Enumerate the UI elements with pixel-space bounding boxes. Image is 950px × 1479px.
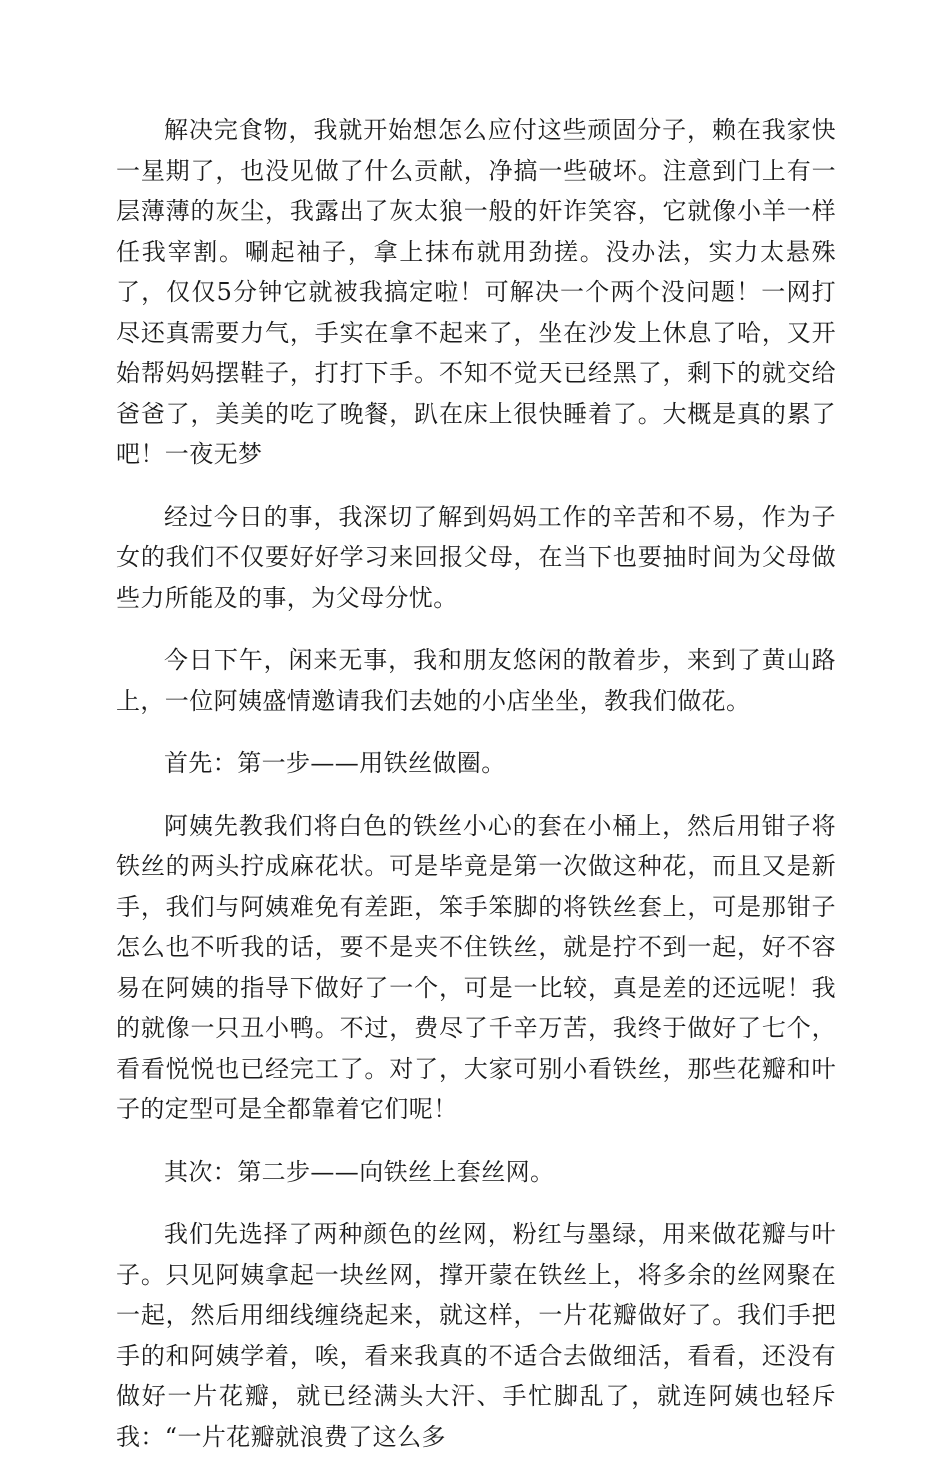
paragraph-step-one-heading: 首先：第一步——用铁丝做圈。 <box>164 749 506 777</box>
paragraph-step-two-heading: 其次：第二步——向铁丝上套丝网。 <box>164 1157 555 1186</box>
document-page <box>116 110 836 1479</box>
paragraph-afternoon-walk: 今日下午，闲来无事，我和朋友悠闲的散着步，来到了黄山路上，一位阿姨盛情邀请我们去她的小店坐坐，教我们做花。 <box>116 646 836 715</box>
paragraph-step-two-body: 我们先选择了两种颜色的丝网，粉红与墨绿，用来做花瓣与叶子。只见阿姨拿起一块丝网，撑开蒙在铁丝上，将多余的丝网聚在一起，然后用细线缠绕起来，就这样，一片花瓣做好了。我们手把手的和阿姨学着，唉，看来我真的不适合去做细活，看看，还没有做好一片花瓣，就已经满头大汗、手忙脚乱了，就连阿姨也轻斥我：“一片花瓣就浪费了这么多 <box>116 1220 836 1451</box>
paragraph-reflection: 经过今日的事，我深切了解到妈妈工作的辛苦和不易，作为子女的我们不仅要好好学习来回报父母，在当下也要抽时间为父母做些力所能及的事，为父母分忧。 <box>116 502 836 612</box>
paragraph-step-one-body: 阿姨先教我们将白色的铁丝小心的套在小桶上，然后用钳子将铁丝的两头拧成麻花状。可是毕竟是第一次做这种花，而且又是新手，我们与阿姨难免有差距，笨手笨脚的将铁丝套上，可是那钳子怎么也不听我的话，要不是夹不住铁丝，就是拧不到一起，好不容易在阿姨的指导下做好了一个，可是一比较，真是差的还远呢！我的就像一只丑小鸭。不过，费尽了千辛万苦，我终于做好了七个，看看悦悦也已经完工了。对了，大家可别小看铁丝，那些花瓣和叶子的定型可是全都靠着它们呢！ <box>116 811 836 1123</box>
paragraph-cleaning-story: 解决完食物，我就开始想怎么应付这些顽固分子，赖在我家快一星期了，也没见做了什么贡献，净搞一些破坏。注意到门上有一层薄薄的灰尘，我露出了灰太狼一般的奸诈笑容，它就像小羊一样任我宰割。唰起袖子，拿上抹布就用劲搓。没办法，实力太悬殊了，仅仅5分钟它就被我搞定啦！可解决一个两个没问题！一网打尽还真需要力气，手实在拿不起来了，坐在沙发上休息了哈，又开始帮妈妈摆鞋子，打打下手。不知不觉天已经黑了，剩下的就交给爸爸了，美美的吃了晚餐，趴在床上很快睡着了。大概是真的累了吧！一夜无梦 <box>116 116 836 468</box>
